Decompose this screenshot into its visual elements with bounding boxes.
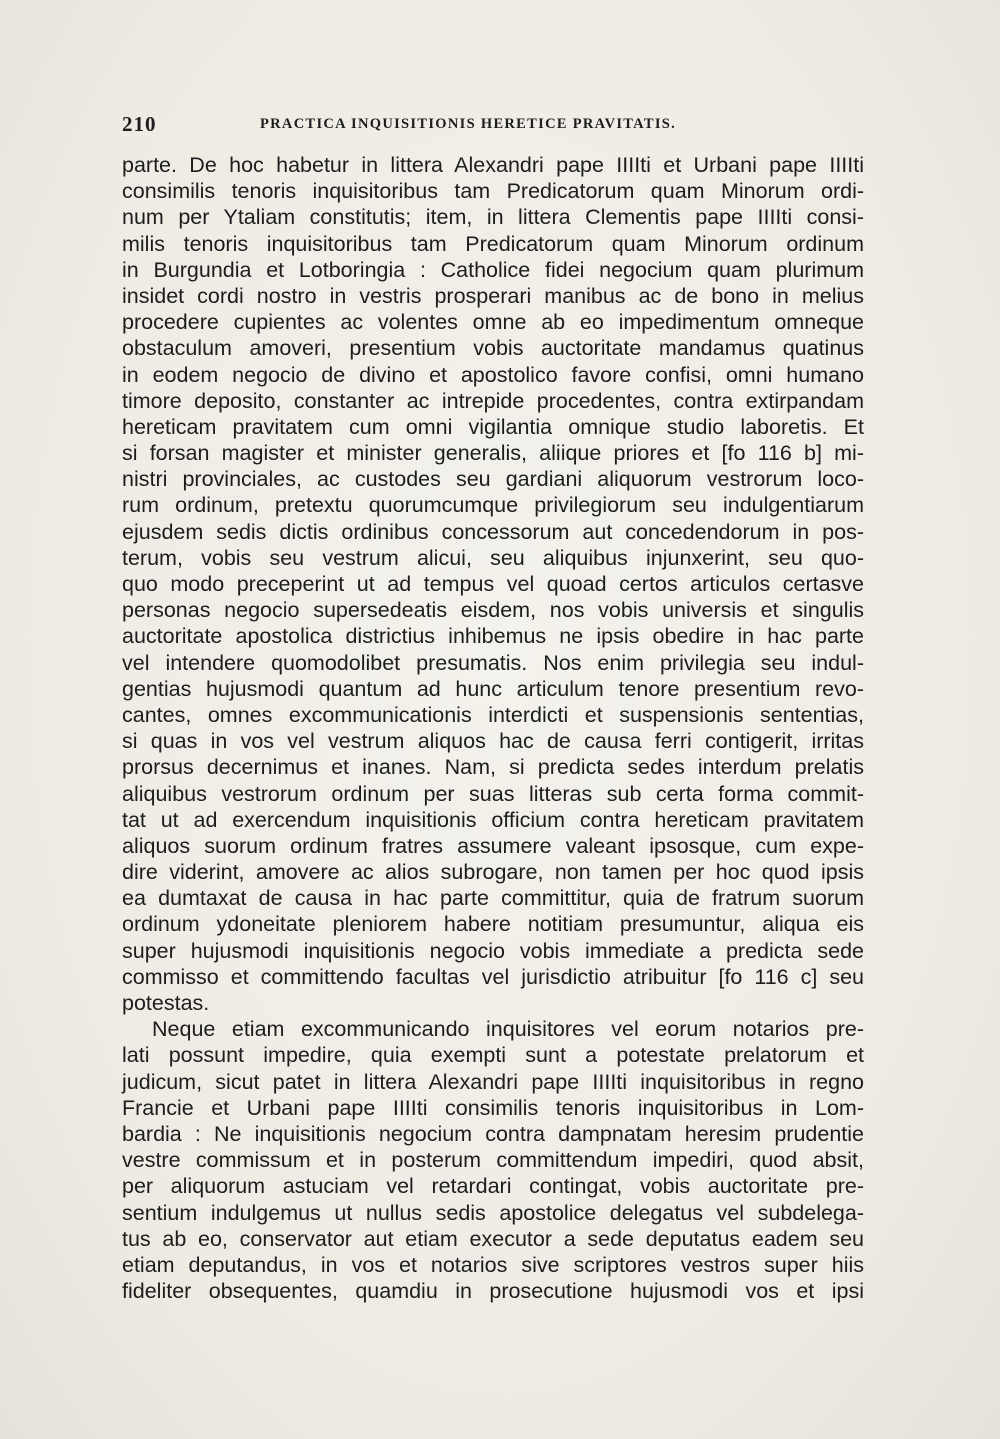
text-line: dire viderint, amovere ac alios subrogare, non tamen per hoc quod ipsis (122, 860, 864, 885)
text-line: per aliquorum astuciam vel retardari contingat, vobis auctoritate pre- (122, 1174, 864, 1199)
text-line: hereticam pravitatem cum omni vigilantia omnique studio laboretis. Et (122, 414, 864, 439)
text-line: in Burgundia et Lotboringia : Catholice fidei negocium quam plurimum (122, 257, 864, 282)
page-number: 210 (122, 112, 157, 136)
text-line: gentias hujusmodi quantum ad hunc articulum tenore presentium revo- (122, 676, 864, 701)
text-line: in eodem negocio de divino et apostolico favore confisi, omni humano (122, 362, 864, 387)
text-line: si forsan magister et minister generalis, aliique priores et [fo 116 b] mi- (122, 441, 864, 466)
body-text (122, 152, 864, 1304)
text-line: judicum, sicut patet in littera Alexandri pape IIIIti inquisitoribus in regno (122, 1069, 864, 1094)
text-line: timore deposito, constanter ac intrepide procedentes, contra extirpandam (122, 388, 864, 413)
text-line: quo modo preceperint ut ad tempus vel quoad certos articulos certasve (122, 572, 864, 596)
paragraph-2 (122, 1016, 864, 1304)
text-line: ea dumtaxat de causa in hac parte committitur, quia de fratrum suorum (122, 886, 864, 911)
text-line: etiam deputandus, in vos et notarios sive scriptores vestros super hiis (122, 1252, 864, 1277)
text-line: terum, vobis seu vestrum alicui, seu aliquibus injunxerint, seu quo- (122, 545, 864, 570)
text-line: potestas. (122, 991, 210, 1015)
text-line: super hujusmodi inquisitionis negocio vobis immediate a predicta sede (122, 938, 864, 963)
text-line: lati possunt impedire, quia exempti sunt a potestate prelatorum et (122, 1043, 864, 1068)
text-line: vel intendere quomodolibet presumatis. Nos enim privilegia seu indul- (122, 650, 864, 675)
text-line: auctoritate apostolica districtius inhibemus ne ipsis obedire in hac parte (122, 624, 864, 649)
page-header (122, 112, 862, 142)
text-line: obstaculum amoveri, presentium vobis auctoritate mandamus quatinus (122, 336, 864, 361)
text-line: vestre commissum et in posterum committendum impediri, quod absit, (122, 1148, 864, 1173)
text-line: sentium indulgemus ut nullus sedis apostolice delegatus vel subdelega- (122, 1200, 864, 1225)
text-line: tus ab eo, conservator aut etiam executor a sede deputatus eadem seu (122, 1226, 864, 1251)
paragraph-1 (122, 152, 864, 1016)
text-line: fideliter obsequentes, quamdiu in prosecutione hujusmodi vos et ipsi (122, 1279, 864, 1304)
text-line: parte. De hoc habetur in littera Alexandri pape IIIIti et Urbani pape IIIIti (122, 153, 864, 177)
text-line: rum ordinum, pretextu quorumcumque privilegiorum seu indulgentiarum (122, 493, 864, 518)
text-line: commisso et committendo facultas vel jurisdictio atribuitur [fo 116 c] seu (122, 964, 864, 989)
text-line: consimilis tenoris inquisitoribus tam Predicatorum quam Minorum ordi- (122, 179, 864, 204)
text-line: prorsus decernimus et inanes. Nam, si predicta sedes interdum prelatis (122, 755, 864, 780)
text-line: ejusdem sedis dictis ordinibus concessorum aut concedendorum in pos- (122, 519, 864, 544)
text-line: aliquibus vestrorum ordinum per suas litteras sub certa forma commit- (122, 781, 864, 806)
text-line: ordinum ydoneitate pleniorem habere notitiam presumuntur, aliqua eis (122, 912, 864, 937)
text-line: Francie et Urbani pape IIIIti consimilis tenoris inquisitoribus in Lom- (122, 1095, 864, 1120)
text-line: tat ut ad exercendum inquisitionis officium contra hereticam pravitatem (122, 807, 864, 832)
text-line: procedere cupientes ac volentes omne ab eo impedimentum omneque (122, 310, 864, 335)
text-line: Neque etiam excommunicando inquisitores vel eorum notarios pre- (152, 1017, 864, 1042)
text-line: cantes, omnes excommunicationis interdicti et suspensionis sententias, (122, 702, 864, 727)
text-line: aliquos suorum ordinum fratres assumere valeant ipsosque, cum expe- (122, 833, 864, 858)
text-line: personas negocio supersedeatis eisdem, nos vobis universis et singulis (122, 598, 864, 623)
text-line: bardia : Ne inquisitionis negocium contra dampnatam heresim prudentie (122, 1121, 864, 1146)
text-line: num per Ytaliam constitutis; item, in littera Clementis pape IIIIti consi- (122, 205, 864, 230)
text-line: milis tenoris inquisitoribus tam Predicatorum quam Minorum ordinum (122, 231, 864, 256)
text-line: insidet cordi nostro in vestris prosperari manibus ac de bono in melius (122, 283, 864, 308)
text-line: si quas in vos vel vestrum aliquos hac de causa ferri contigerit, irritas (122, 729, 864, 754)
running-head: PRACTICA INQUISITIONIS HERETICE PRAVITATIS. (260, 116, 677, 132)
text-line: nistri provinciales, ac custodes seu gardiani aliquorum vestrorum loco- (122, 467, 864, 492)
